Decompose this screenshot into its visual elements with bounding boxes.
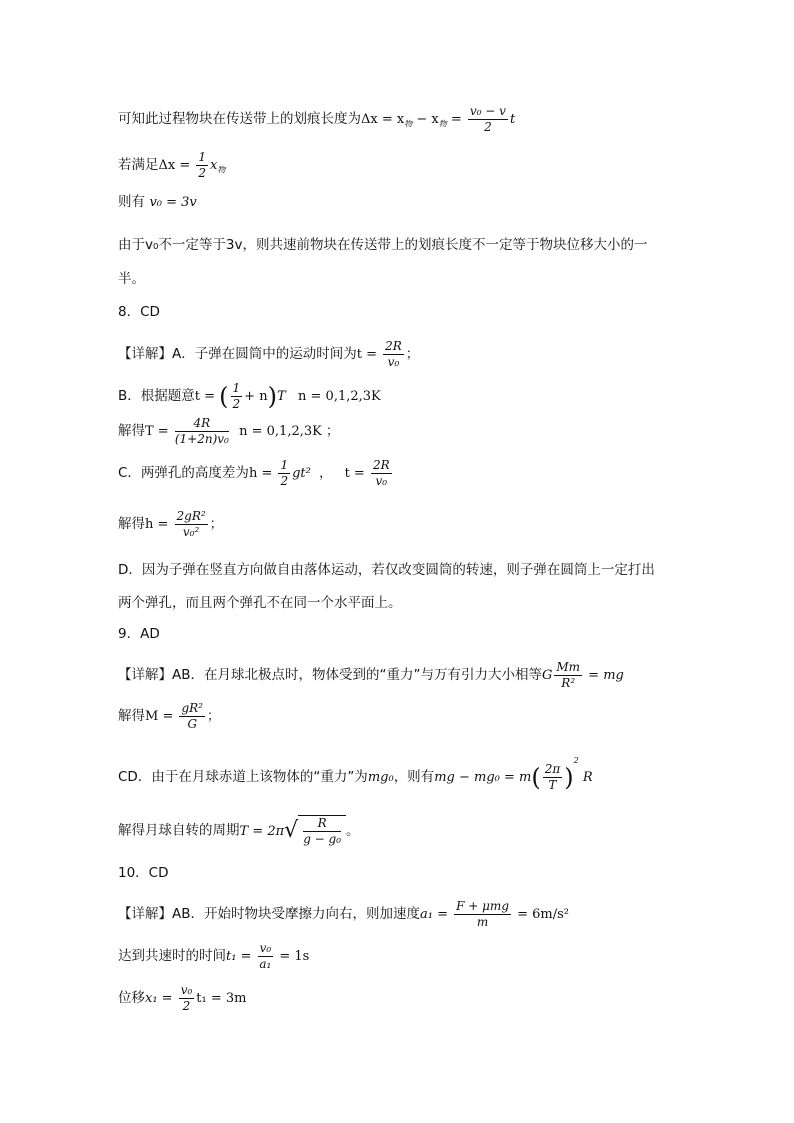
- text-line-12: D．因为子弹在竖直方向做自由落体运动，若仅改变圆筒的转速，则子弹在圆筒上一定打出: [118, 562, 655, 578]
- text-line-10: [118, 458, 394, 489]
- text-segment: 【详解】AB．在月球北极点时，物体受到的“重力”与万有引力大小相等: [118, 667, 542, 683]
- formula-segment: Δx = $\frac{1}{2}$ $x_物$: [158, 150, 226, 180]
- fraction: $\frac{\text{v₀}}{2}$: [180, 983, 193, 1013]
- formula-segment: T = $\frac{4R}{\text{(1+2n)v₀}}$ n = 0,1,2,3K ；: [145, 416, 339, 446]
- text-line-3: [118, 193, 197, 212]
- text-line-21: [118, 941, 309, 972]
- fraction: $\frac{1}{2}$: [280, 458, 289, 488]
- fraction: $\frac{4R}{\text{(1+2n)v₀}}$: [174, 416, 229, 446]
- formula-segment: h = $\frac{1}{2}$ gt² ， t = $\frac{2R}{\text{v₀}}$: [248, 458, 390, 488]
- text-line-9: [118, 416, 339, 447]
- formula-segment: T = 2π√ $\frac{R}{\text{g − g₀}}$ 。: [239, 816, 360, 846]
- text-line-4: 由于v₀不一定等于3v，则共速前物块在传送带上的划痕长度不一定等于物块位移大小的一: [118, 237, 648, 253]
- text-line-2: [118, 150, 225, 181]
- text-segment: C．两弹孔的高度差为: [118, 465, 249, 481]
- formula-segment: M = $\frac{\text{gR²}}{G}$ ；: [145, 701, 221, 731]
- fraction: $\frac{\text{F + μmg}}{m}$: [456, 899, 509, 929]
- fraction: $\frac{\text{v₀ − v}}{2}$: [469, 104, 506, 134]
- formula-segment: a₁ = $\frac{\text{F + μmg}}{m}$ = 6m/s²: [420, 899, 570, 929]
- fraction: $\frac{1}{2}$: [232, 381, 241, 411]
- text-line-7: [118, 339, 419, 370]
- text-line-1: [118, 104, 515, 135]
- text-line-13: 两个弹孔，而且两个弹孔不在同一个水平面上。: [118, 595, 402, 611]
- text-segment: CD．由于在月球赤道上该物体的“重力”为: [118, 769, 368, 785]
- text-line-20: [118, 899, 569, 930]
- fraction: $\frac{2R}{\text{v₀}}$: [385, 339, 402, 369]
- text-segment: 【详解】AB．开始时物块受摩擦力向右，则加速度: [118, 906, 420, 922]
- text-segment: 则有: [118, 194, 145, 210]
- text-segment: 达到共速时的时间: [118, 948, 226, 964]
- text-line-11: [118, 509, 223, 540]
- text-line-8: [118, 381, 381, 412]
- text-segment: 解得月球自转的周期: [118, 822, 240, 839]
- formula-segment: $\Delta x = x_物 - x_物$ = $\frac{\text{v₀ − v}}{2}$ t: [361, 104, 516, 134]
- text-line-22: [118, 983, 247, 1014]
- fraction: $\frac{\text{gR²}}{G}$: [181, 701, 203, 731]
- formula-segment: G $\frac{Mm}{\text{R²}}$ = mg: [541, 660, 624, 690]
- text-segment: 解得: [118, 708, 145, 724]
- text-line-18: [118, 815, 360, 847]
- fraction: $\frac{\text{v₀}}{\text{a₁}}$: [259, 941, 272, 971]
- fraction: $\frac{\text{2gR²}}{\text{v₀²}}$: [176, 509, 206, 539]
- formula-segment: h = $\frac{\text{2gR²}}{\text{v₀²}}$ ；: [145, 509, 223, 539]
- fraction: $\frac{Mm}{\text{R²}}$: [556, 660, 581, 690]
- formula-segment: t = $\frac{2R}{\text{v₀}}$ ；: [356, 339, 419, 369]
- text-segment: 若满足: [118, 157, 159, 173]
- text-segment: 解得: [118, 423, 145, 439]
- text-segment: B．根据题意: [118, 388, 195, 404]
- text-line-5: 半。: [118, 271, 145, 287]
- answer-heading-8: 8．CD: [118, 304, 160, 320]
- fraction: $\frac{1}{2}$: [198, 150, 207, 180]
- fraction: $\frac{2R}{\text{v₀}}$: [372, 458, 390, 488]
- answer-heading-9: 9．AD: [118, 626, 160, 642]
- answer-heading-10: 10．CD: [118, 865, 169, 881]
- formula-segment: t = ( $\frac{1}{2}$ + n)T n = 0,1,2,3K: [194, 381, 381, 411]
- text-segment: 可知此过程物块在传送带上的划痕长度为: [118, 111, 361, 127]
- formula-segment: v₀ = 3v: [149, 195, 197, 210]
- text-line-16: [118, 701, 220, 732]
- formula-segment: t₁ = $\frac{\text{v₀}}{\text{a₁}}$ = 1s: [226, 941, 310, 971]
- text-segment: 解得: [118, 516, 145, 532]
- text-line-17: [118, 752, 593, 793]
- formula-segment: mg₀，则有mg − mg₀ = m( $\frac{2\pi}{T}$ )$^2$ R: [367, 756, 593, 792]
- square-root: √ $\frac{R}{\text{g − g₀}}$: [284, 815, 346, 847]
- fraction: $\frac{2\pi}{T}$: [544, 762, 561, 792]
- formula-segment: x₁ = $\frac{\text{v₀}}{2}$ t₁ = 3m: [145, 983, 247, 1013]
- text-segment: 【详解】A．子弹在圆筒中的运动时间为: [118, 346, 357, 362]
- text-segment: 位移: [118, 990, 145, 1006]
- fraction: $\frac{R}{\text{g − g₀}}$: [303, 816, 342, 846]
- text-line-15: [118, 660, 624, 691]
